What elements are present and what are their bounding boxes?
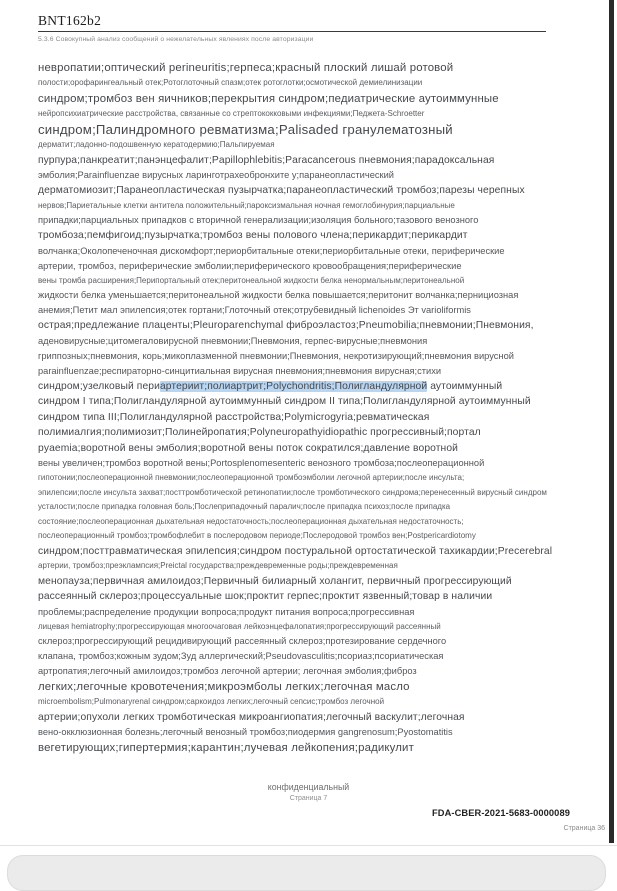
body-text-line	[38, 574, 588, 590]
body-text-line	[38, 441, 588, 457]
body-text-line	[38, 183, 588, 199]
body-text-line	[38, 394, 588, 410]
body-text-segment: вено-окклюзионная болезнь;легочный венозный тромбоз;пиодермия gangrenosum;Pyostomatitis	[38, 727, 453, 737]
section-header: 5.3.6 Совокупный анализ сообщений о нежелательных явлениях после авторизации	[38, 36, 314, 43]
bottom-divider	[0, 845, 617, 846]
header-rule	[38, 31, 546, 32]
body-text-segment: синдром;Палиндромного ревматизма;Palisaded гранулематозный	[38, 122, 453, 137]
body-text-segment: клапана, тромбоз;кожным зудом;Зуд аллергический;Pseudovasculitis;псориаз;псориатическая	[38, 651, 444, 661]
body-text-segment: склероз;прогрессирующий рецидивирующий рассеянный склероз;протезирование сердечного	[38, 636, 447, 646]
body-text-line	[38, 605, 588, 620]
body-text-line	[38, 379, 588, 395]
body-text-line	[38, 349, 588, 364]
body-text-segment: пурпура;панкреатит;панэнцефалит;Papillophlebitis;Paracancerous пневмония;парадоксальная	[38, 154, 495, 166]
highlighted-text: артериит;полиартрит;Polychondritis;Полигландулярной	[159, 380, 428, 392]
body-text-line	[38, 318, 588, 334]
body-text-line	[38, 288, 588, 303]
body-text-segment: артропатия;легочный амилоидоз;тромбоз легочной артерии; легочная эмболия;фиброз	[38, 666, 417, 676]
body-text-segment: артерии;опухоли легких тромботическая микроангиопатия;легочный васкулит;легочная	[38, 711, 465, 723]
body-text-segment: нервов;Париетальные клетки антитела положительный;пароксизмальная ночная гемоглобинурия;парциальные	[38, 200, 455, 210]
body-text-line	[38, 589, 588, 605]
body-text-segment: эмболия;Parainfluenzae вирусных ларинготрахеобронхите у;паранеопластический	[38, 170, 394, 180]
body-text-line	[38, 153, 588, 169]
body-text-segment: гипотонии;послеоперационной пневмонии;послеоперационной тромбоэмболии легочной артерии;после инсульта;	[38, 473, 465, 482]
confidential-label: конфиденциальный	[267, 782, 350, 792]
body-text-segment: pyaemia;воротной вены эмболия;воротной вены поток сократился;давление воротной	[38, 442, 459, 454]
body-text-line	[38, 695, 588, 710]
body-text-line	[38, 649, 588, 664]
page-number-label: Страница 7	[289, 795, 328, 802]
body-text-segment: аутоиммунный	[427, 380, 503, 392]
outer-page-number-label: Страница 36	[563, 825, 605, 832]
body-text-segment: вены увеличен;тромбоз воротной вены;Portosplenomesenteric венозного тромбоза;послеоперационной	[38, 458, 485, 468]
body-text-segment: нейропсихиатрические расстройства, связанные со стрептококковыми инфекциями;Педжета-Schroetter	[38, 108, 425, 118]
body-text-line	[38, 725, 588, 740]
body-text-line	[38, 107, 588, 122]
vertical-scrollbar[interactable]	[609, 0, 614, 843]
body-text-segment: синдром;узелковый пери	[38, 380, 160, 392]
body-text-segment: тромбоза;пемфигоид;пузырчатка;тромбоз вены полового члена;перикардит;перикардит	[38, 230, 468, 241]
body-text-line	[38, 620, 588, 635]
body-text-segment: parainfluenzae;респираторно-синцитиальная вирусная пневмония;пневмония вирусная;стихи	[38, 365, 442, 376]
body-text-segment: проблемы;распределение продукции вопроса;продукт питания вопроса;прогрессивная	[38, 606, 415, 617]
body-text-segment: волчанка;Околопеченочная дискомфорт;периорбитальные отеки;периорбитальные отеки, периферические	[38, 245, 505, 256]
body-text-line	[38, 138, 588, 153]
body-text-segment: вегетирующих;гипертермия;карантин;лучевая лейкопения;радикулит	[38, 742, 414, 754]
body-text-segment: гриппозных;пневмония, корь;микоплазменной пневмонии;Пневмония, некротизирующий;пневмония вирусной	[38, 350, 514, 361]
body-text-segment: рассеянный склероз;процессуальные шок;проктит герпес;проктит язвенный;товар в наличии	[38, 591, 493, 602]
body-text-line	[38, 410, 588, 426]
body-text-line	[38, 259, 588, 274]
body-text-line	[38, 456, 588, 471]
body-text-segment: дерматит;ладонно-подошвенную кератодермию;Пальпируемая	[38, 140, 275, 149]
body-text-segment: синдром I типа;Полигландулярной аутоиммунный синдром II типа;Полигландулярной аутоиммунный	[38, 396, 531, 407]
body-text-segment: вены тромба расширения;Перипортальный отек;перитонеальной жидкости белка ненормальным;перитонеальной	[38, 275, 465, 285]
bottom-panel	[7, 855, 606, 891]
fda-reference-number: FDA-CBER-2021-5683-0000089	[432, 808, 570, 818]
body-text-segment: усталости;после припадка головная боль;Послеприпадочный паралич;после припадка психоз;после припадка	[38, 502, 451, 511]
body-text-segment: лицевая hemiatrophy;прогрессирующая многоочаговая лейкоэнцефалопатия;прогрессирующий рассеянный	[38, 621, 441, 631]
body-text-segment: дерматомиозит;Паранеопластическая пузырчатка;паранеопластический тромбоз;парезы черепных	[38, 185, 525, 196]
body-text-segment: microembolism;Pulmonaryrenal синдром;саркоидоз легких;легочный сепсис;тромбоз легочной	[38, 697, 385, 706]
body-text-line	[38, 199, 588, 214]
body-text-segment: невропатии;оптический perineuritis;герпеса;красный плоский лишай ротовой	[38, 62, 454, 74]
body-text-segment: острая;предлежание плаценты;Pleuroparenchymal фиброэластоз;Pneumobilia;пневмонии;Пневмония,	[38, 320, 534, 331]
body-text-segment: состояние;послеоперационная дыхательная недостаточность;послеоперационная дыхательная недостаточность;	[38, 516, 464, 526]
body-text-line	[38, 228, 588, 244]
body-text	[38, 60, 588, 756]
body-text-segment: синдром;тромбоз вен яичников;перекрытия синдром;педиатрические аутоиммунные	[38, 92, 499, 105]
body-text-line	[38, 710, 588, 726]
body-text-segment: менопауза;первичная амилоидоз;Первичный билиарный холангит, первичный прогрессирующий	[38, 575, 512, 587]
body-text-segment: жидкости белка уменьшается;перитонеальной жидкости белка повышается;перитонит волчанка;пернициозная	[38, 290, 519, 300]
body-text-line	[38, 500, 588, 515]
body-text-line	[38, 634, 588, 649]
body-text-segment: послеоперационный тромбоз;тромбофлебит в послеродовом периоде;Послеродовой тромбоз вен;Postpericardiotomy	[38, 531, 476, 540]
body-text-line	[38, 213, 588, 228]
body-text-line	[38, 679, 588, 695]
body-text-segment: аденовирусные;цитомегаловирусной пневмонии;Пневмония, герпес-вирусные;пневмония	[38, 335, 428, 346]
body-text-segment: анемия;Петит мал эпилепсия;отек гортани;Глоточный отек;отрубевидный lichenoides Эт varioliformis	[38, 305, 471, 315]
body-text-line	[38, 559, 588, 574]
body-text-line	[38, 168, 588, 183]
body-text-line	[38, 425, 588, 441]
body-text-line	[38, 91, 588, 107]
document-code: BNT162b2	[38, 13, 102, 28]
body-text-segment: артерии, тромбоз, периферические эмболии;периферического кровообращения;периферические	[38, 260, 462, 271]
body-text-line	[38, 544, 588, 560]
body-text-line	[38, 76, 588, 91]
body-text-line	[38, 471, 588, 486]
body-text-segment: артерии, тромбоз;преэклампсия;Preictal государства;преждевременные роды;преждевременная	[38, 561, 398, 570]
body-text-segment: легких;легочные кровотечения;микроэмболы легких;легочная масло	[38, 681, 410, 693]
body-text-line	[38, 303, 588, 318]
body-text-line	[38, 60, 588, 76]
body-text-segment: синдром;посттравматическая эпилепсия;синдром постуральной ортостатической тахикардии;Precerebral	[38, 545, 553, 557]
body-text-segment: полости;орофарингеальный отек;Ротоглоточный спазм;отек ротоглотки;осмотической демиелинизации	[38, 78, 423, 87]
body-text-line	[38, 664, 588, 679]
body-text-line	[38, 486, 588, 501]
body-text-line	[38, 529, 588, 544]
body-text-line	[38, 515, 588, 530]
body-text-segment: эпилепсии;после инсульта захват;посттромботической ретинопатии;после тромботического синдрома;перенесенный вирусный синдром	[38, 487, 547, 497]
body-text-line	[38, 740, 588, 756]
body-text-line	[38, 364, 588, 379]
body-text-segment: полимиалгия;полимиозит;Полинейропатия;Polyneuropathyidiopathic прогрессивный;портал	[38, 427, 481, 438]
body-text-line	[38, 121, 588, 138]
body-text-line	[38, 274, 588, 289]
body-text-segment: синдром типа III;Полигландулярной расстройства;Polymicrogyria;ревматическая	[38, 411, 430, 423]
body-text-line	[38, 244, 588, 259]
body-text-segment: припадки;парциальных припадков с вторичной генерализации;изоляция больного;тазового венозного	[38, 215, 479, 225]
body-text-line	[38, 334, 588, 349]
